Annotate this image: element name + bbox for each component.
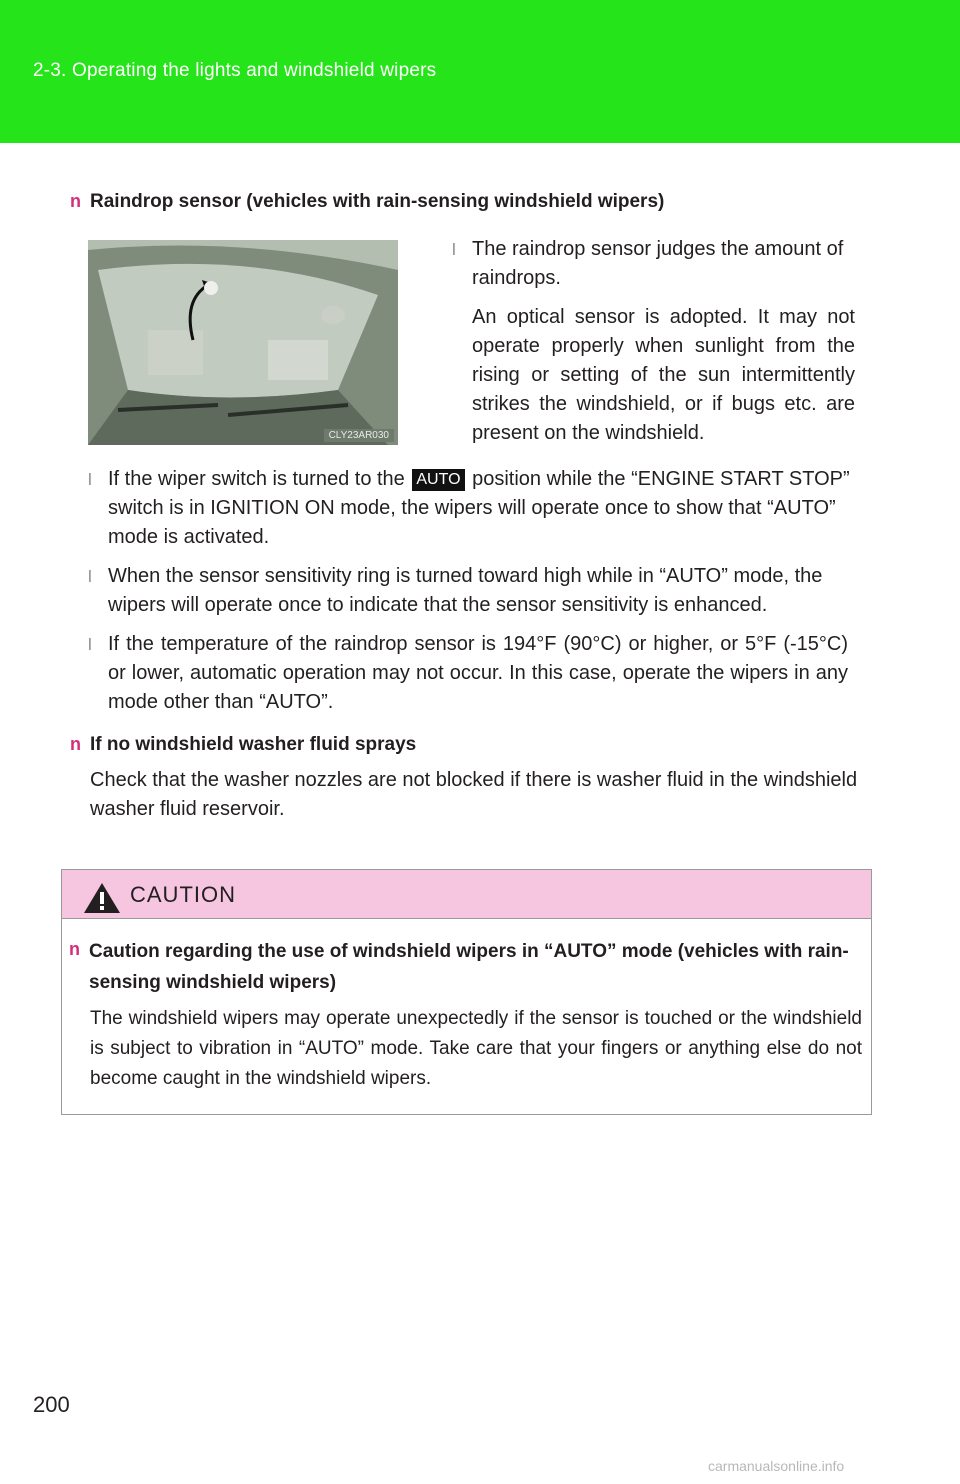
caution-label: CAUTION [130, 882, 236, 907]
washer-fluid-heading [70, 731, 930, 758]
caution-heading [69, 936, 864, 998]
heading-bullet: n [70, 734, 81, 754]
list-item-sensitivity [88, 562, 868, 620]
caution-header [62, 870, 871, 919]
item3-text: If the temperature of the raindrop sensor is 194°F (90°C) or higher, or 5°F (-15°C) or lower, automatic operation may not occur. In this case, operate the wipers in any mode other than “AUTO”. [108, 633, 848, 713]
raindrop-sensor-heading [70, 188, 930, 215]
raindrop-heading-text: Raindrop sensor (vehicles with rain-sensing windshield wipers) [90, 191, 665, 212]
photo-description-1-text: The raindrop sensor judges the amount of raindrops. [472, 238, 844, 289]
list-bullet: l [88, 470, 92, 489]
item1-before: If the wiper switch is turned to the [108, 468, 405, 490]
list-item-auto-switch [88, 465, 868, 552]
caution-box [61, 869, 872, 1115]
list-item-temperature [88, 630, 868, 717]
list-bullet: l [88, 635, 92, 654]
item1-after: position while the “ENGINE START STOP” switch is in IGNITION ON mode, the wipers will operate once to show that “AUTO” mode is activated. [108, 468, 850, 548]
auto-position-badge: AUTO [412, 469, 464, 491]
windshield-illustration [88, 240, 398, 445]
photo-description-1 [452, 235, 860, 293]
washer-heading-text: If no windshield washer fluid sprays [90, 734, 417, 755]
watermark: carmanualsonline.info [708, 1458, 845, 1474]
photo-code-label: CLY23AR030 [324, 429, 394, 442]
page-number: 200 [33, 1392, 70, 1417]
header-band [0, 0, 960, 143]
heading-bullet: n [69, 939, 80, 959]
list-bullet: l [452, 240, 456, 259]
list-bullet: l [88, 567, 92, 586]
section-title: 2-3. Operating the lights and windshield wipers [33, 60, 437, 81]
windshield-sensor-photo [88, 240, 398, 445]
photo-description-2: An optical sensor is adopted. It may not operate properly when sunlight from the rising or setting of the sun intermittently strikes the windshield, or if bugs etc. are present on the windshield. [472, 306, 855, 444]
warning-triangle-icon [82, 881, 122, 915]
caution-heading-text: Caution regarding the use of windshield wipers in “AUTO” mode (vehicles with rain-sensing windshield wipers) [89, 941, 849, 993]
item2-text: When the sensor sensitivity ring is turned toward high while in “AUTO” mode, the wipers will operate once to indicate that the sensor sensitivity is enhanced. [108, 565, 823, 616]
washer-fluid-body: Check that the washer nozzles are not blocked if there is washer fluid in the windshield washer fluid reservoir. [90, 769, 858, 820]
caution-body: The windshield wipers may operate unexpectedly if the sensor is touched or the windshield is subject to vibration in “AUTO” mode. Take care that your fingers or anything else do not become caught in the windshield wipers. [90, 1008, 862, 1089]
heading-bullet: n [70, 191, 81, 211]
